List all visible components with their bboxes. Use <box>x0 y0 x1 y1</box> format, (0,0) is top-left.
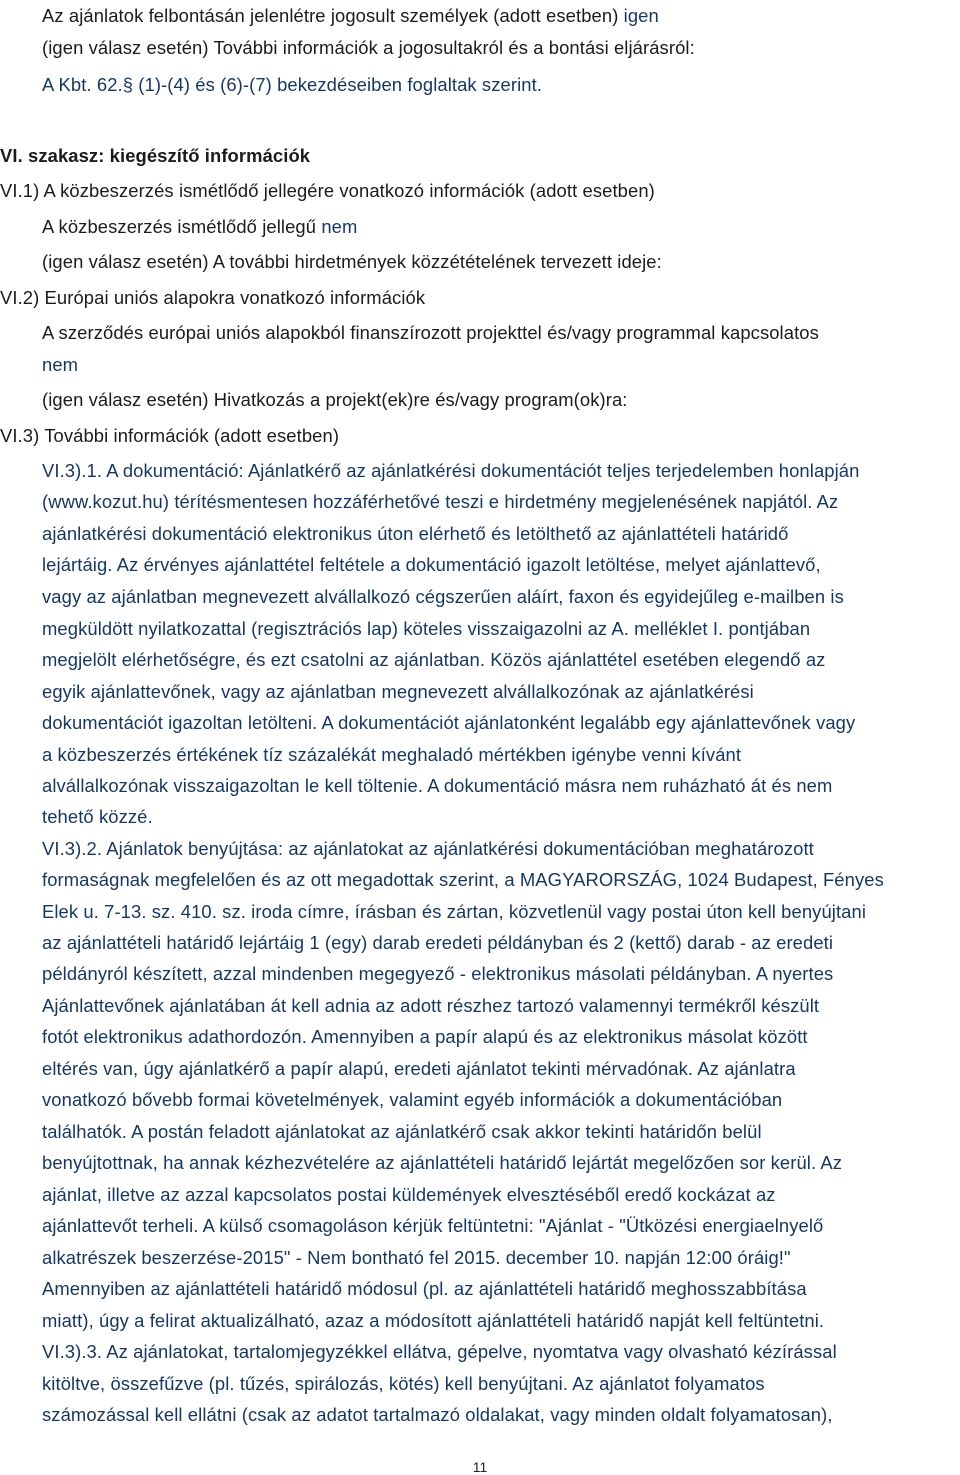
answer-text: a közbeszerzés értékének tíz százalékát meghaladó mértékben igénybe venni kívánt <box>42 744 742 765</box>
answer-text: Amennyiben az ajánlattételi határidő módosul (pl. az ajánlattételi határidő meghosszabbítása <box>42 1278 807 1299</box>
answer-text: az ajánlattételi határidő lejártáig 1 (egy) darab eredeti példányban és 2 (kettő) darab - az eredeti <box>42 932 834 953</box>
answer-text: alvállalkozónak visszaigazoltan le kell töltenie. A dokumentáció másra nem ruházható át és nem <box>42 775 833 796</box>
text-line <box>42 215 357 239</box>
text-line <box>42 868 884 892</box>
text-line <box>42 931 833 955</box>
text-line <box>42 1025 808 1049</box>
answer-text: formaságnak megfelelően és az ott megadottak szerint, a MAGYARORSZÁG, 1024 Budapest, Fényes <box>42 869 884 890</box>
text-line <box>42 73 542 97</box>
text-line <box>42 585 844 609</box>
answer-text: (www.kozut.hu) térítésmentesen hozzáférhetővé teszi e hirdetmény megjelenésének napjától. Az <box>42 491 839 512</box>
text-line <box>42 743 741 767</box>
answer-text: ajánlatkérési dokumentáció elektronikus úton elérhető és letölthető az ajánlattételi határidő <box>42 523 789 544</box>
answer-text: megküldött nyilatkozattal (regisztrációs lap) köteles visszaigazolni az A. melléklet I. pontjában <box>42 618 811 639</box>
text-line <box>42 994 819 1018</box>
answer-text: kitöltve, összefűzve (pl. tűzés, spirálozás, kötés) kell benyújtani. Az ajánlatot folyamatos <box>42 1373 765 1394</box>
label-text: VI.1) A közbeszerzés ismétlődő jellegére vonatkozó információk (adott esetben) <box>0 180 655 201</box>
text-line <box>42 711 855 735</box>
answer-text: tehető közzé. <box>42 806 153 827</box>
label-text: VI.3) További információk (adott esetben) <box>0 425 340 446</box>
text-line <box>42 805 153 829</box>
text-line <box>42 36 695 60</box>
text-line <box>0 179 655 203</box>
text-line <box>42 1088 782 1112</box>
answer-text: miatt), úgy a felirat aktualizálható, azaz a módosított ajánlattételi határidő napját kell feltüntetni. <box>42 1310 825 1331</box>
answer-text: VI.3).1. A dokumentáció: Ajánlatkérő az ajánlatkérési dokumentációt teljes terjedelemben honlapján <box>42 460 860 481</box>
answer-text: alkatrészek beszerzése-2015" - Nem bontható fel 2015. december 10. napján 12:00 óráig!" <box>42 1247 791 1268</box>
answer-text: Elek u. 7-13. sz. 410. sz. iroda címre, írásban és zártan, közvetlenül vagy postai úton kell benyújtani <box>42 901 867 922</box>
text-line <box>42 353 78 377</box>
text-line <box>42 1120 762 1144</box>
answer-text: ajánlat, illetve az azzal kapcsolatos postai küldemények elvesztéséből eredő kockázat az <box>42 1184 776 1205</box>
answer-text: vagy az ajánlatban megnevezett alvállalkozó cégszerűen aláírt, faxon és egyidejűleg e-mailben is <box>42 586 844 607</box>
text-line <box>42 1183 776 1207</box>
label-text: (igen válasz esetén) További információk a jogosultakról és a bontási eljárásról: <box>42 37 695 58</box>
answer-text: igen <box>623 5 659 26</box>
answer-text: egyik ajánlattevőnek, vagy az ajánlatban megnevezett alvállalkozónak az ajánlatkérési <box>42 681 754 702</box>
text-line <box>42 1214 823 1238</box>
text-line <box>42 553 821 577</box>
answer-text: VI.3).2. Ajánlatok benyújtása: az ajánlatokat az ajánlatkérési dokumentációban meghatározott <box>42 838 814 859</box>
text-line <box>42 617 810 641</box>
answer-text: találhatók. A postán feladott ajánlatokat az ajánlatkérő csak akkor tekinti határidőn belül <box>42 1121 762 1142</box>
text-line <box>42 250 662 274</box>
text-line <box>42 1151 842 1175</box>
label-text: VI. szakasz: kiegészítő információk <box>0 145 311 166</box>
text-line <box>42 774 832 798</box>
text-line <box>42 680 754 704</box>
label-text: A szerződés európai uniós alapokból finanszírozott projekttel és/vagy programmal kapcsolatos <box>42 322 819 343</box>
text-line <box>42 321 819 345</box>
answer-text: nem <box>321 216 358 237</box>
answer-text: fotót elektronikus adathordozón. Amennyiben a papír alapú és az elektronikus másolat között <box>42 1026 808 1047</box>
answer-text: példányról készített, azzal mindenben megegyező - elektronikus másolati példányban. A nyertes <box>42 963 834 984</box>
text-line <box>42 1340 837 1364</box>
label-text: (igen válasz esetén) A további hirdetmények közzétételének tervezett ideje: <box>42 251 662 272</box>
answer-text: dokumentációt igazoltan letölteni. A dokumentációt ajánlatonként legalább egy ajánlattevőnek vagy <box>42 712 856 733</box>
text-line <box>42 522 788 546</box>
text-line <box>42 648 825 672</box>
answer-text: lejártáig. Az érvényes ajánlattétel feltétele a dokumentáció igazolt letöltése, melyet ajánlattevő, <box>42 554 821 575</box>
answer-text: Ajánlattevőnek ajánlatában át kell adnia az adott részhez tartozó valamennyi termékről készült <box>42 995 820 1016</box>
text-line <box>42 490 838 514</box>
text-line <box>0 424 339 448</box>
text-line <box>42 388 628 412</box>
text-line <box>42 837 814 861</box>
label-text: Az ajánlatok felbontásán jelenlétre jogosult személyek (adott esetben) <box>42 5 624 26</box>
text-line <box>42 1309 824 1333</box>
label-text: VI.2) Európai uniós alapokra vonatkozó információk <box>0 287 426 308</box>
answer-text: ajánlattevőt terheli. A külső csomagoláson kérjük feltüntetni: "Ajánlat - "Ütközési energiaelnyelő <box>42 1215 824 1236</box>
answer-text: benyújtottnak, ha annak kézhezvételére az ajánlattételi határidő lejártát megelőzően sor kerül. Az <box>42 1152 843 1173</box>
answer-text: VI.3).3. Az ajánlatokat, tartalomjegyzékkel ellátva, gépelve, nyomtatva vagy olvasható kézírással <box>42 1341 837 1362</box>
text-line <box>42 1372 765 1396</box>
answer-text: A Kbt. 62.§ (1)-(4) és (6)-(7) bekezdéseiben foglaltak szerint. <box>42 74 543 95</box>
label-text: (igen válasz esetén) Hivatkozás a projekt(ek)re és/vagy program(ok)ra: <box>42 389 628 410</box>
answer-text: megjelölt elérhetőségre, és ezt csatolni az ajánlatban. Közös ajánlattétel esetében elegendő az <box>42 649 826 670</box>
text-line <box>0 286 425 310</box>
text-line <box>42 4 659 28</box>
text-line <box>42 1057 796 1081</box>
text-line <box>0 144 310 168</box>
answer-text: vonatkozó bővebb formai követelmények, valamint egyéb információk a dokumentációban <box>42 1089 783 1110</box>
page-number: 11 <box>472 1459 488 1475</box>
label-text: A közbeszerzés ismétlődő jellegű <box>42 216 322 237</box>
text-line <box>42 1277 807 1301</box>
text-line <box>42 459 859 483</box>
answer-text: nem <box>42 354 79 375</box>
answer-text: eltérés van, úgy ajánlatkérő a papír alapú, eredeti ajánlatot tekinti mérvadónak. Az ajánlatra <box>42 1058 796 1079</box>
text-line <box>42 1246 791 1270</box>
answer-text: számozással kell ellátni (csak az adatot tartalmazó oldalakat, vagy minden oldalt folyamatosan), <box>42 1404 833 1425</box>
text-line <box>42 1403 833 1427</box>
text-line <box>42 962 833 986</box>
text-line <box>42 900 866 924</box>
